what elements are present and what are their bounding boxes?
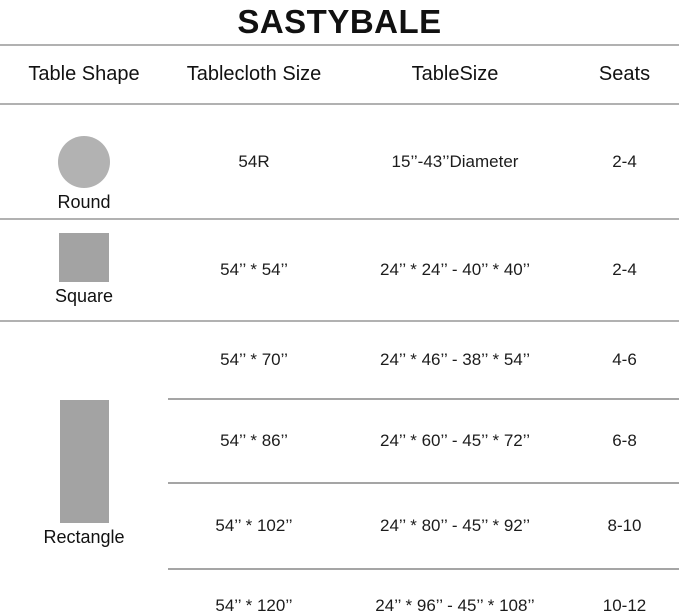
square-table-size: 24’’ * 24’’ - 40’’ * 40’’ — [380, 260, 530, 279]
table-row-rectangle-4 — [168, 570, 679, 614]
circle-shape-icon — [58, 136, 110, 188]
round-seats: 2-4 — [612, 151, 637, 171]
table-row-rectangle-3 — [168, 484, 679, 570]
rect4-tablecloth-size: 54’’ * 120’’ — [215, 596, 293, 614]
round-shape-cell — [0, 105, 168, 218]
table-section-rectangle — [0, 322, 679, 614]
round-tablecloth-size: 54R — [238, 151, 270, 171]
square-seats: 2-4 — [612, 260, 637, 279]
header-table-size: TableSize — [411, 63, 499, 85]
title-row — [0, 0, 679, 44]
round-shape-label: Round — [57, 192, 111, 212]
square-shape-cell — [0, 220, 168, 320]
table-row-rectangle-2 — [168, 400, 679, 484]
table-row-round — [0, 105, 679, 218]
rectangle-shape-cell — [0, 322, 168, 614]
brand-title: SASTYBALE — [237, 3, 442, 40]
rect4-seats: 10-12 — [602, 596, 647, 614]
round-table-size: 15’’-43’’Diameter — [391, 151, 519, 171]
table-header-row — [0, 46, 679, 103]
square-shape-icon — [59, 233, 109, 282]
square-shape-label: Square — [54, 286, 114, 306]
rect2-table-size: 24’’ * 60’’ - 45’’ * 72’’ — [380, 431, 530, 450]
rect3-tablecloth-size: 54’’ * 102’’ — [215, 516, 293, 535]
square-tablecloth-size: 54’’ * 54’’ — [220, 260, 288, 279]
rect2-seats: 6-8 — [612, 431, 637, 450]
rect3-seats: 8-10 — [607, 516, 642, 535]
table-row-rectangle-1 — [168, 322, 679, 400]
rect4-table-size: 24’’ * 96’’ - 45’’ * 108’’ — [375, 596, 535, 614]
rectangle-shape-icon — [60, 400, 109, 523]
rect1-table-size: 24’’ * 46’’ - 38’’ * 54’’ — [380, 350, 530, 369]
rect1-seats: 4-6 — [612, 350, 637, 369]
header-tablecloth-size: Tablecloth Size — [186, 63, 322, 85]
header-seats: Seats — [598, 63, 651, 85]
rect1-tablecloth-size: 54’’ * 70’’ — [220, 350, 288, 369]
header-table-shape: Table Shape — [28, 63, 140, 85]
rect3-table-size: 24’’ * 80’’ - 45’’ * 92’’ — [380, 516, 530, 535]
rect2-tablecloth-size: 54’’ * 86’’ — [220, 431, 288, 450]
rectangle-rows — [168, 322, 679, 614]
table-row-square — [0, 220, 679, 320]
rectangle-shape-label: Rectangle — [43, 527, 125, 547]
